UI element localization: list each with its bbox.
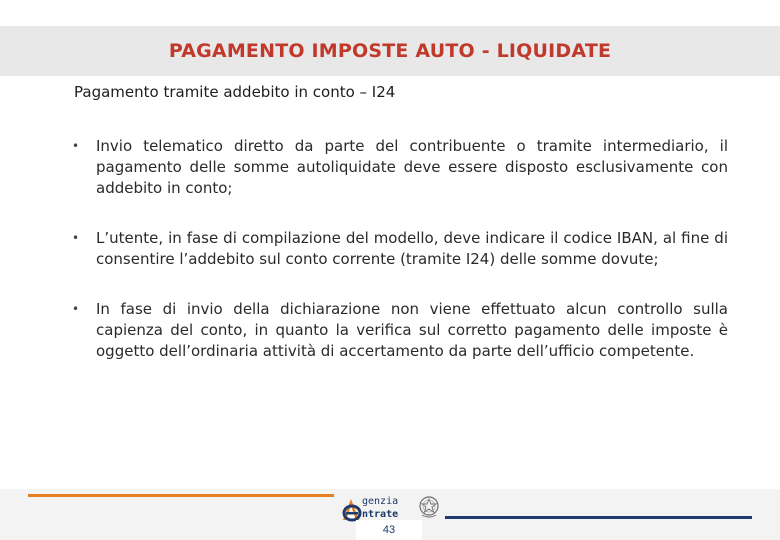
bullet-icon: • [72, 139, 80, 153]
footer-orange-rule [28, 494, 334, 497]
bullet-icon: • [72, 231, 80, 245]
title-band [0, 26, 780, 76]
bullet-item [70, 228, 728, 270]
page-number-box [356, 520, 422, 540]
republic-emblem-icon [418, 495, 440, 519]
logo-text-top: genzia [362, 496, 399, 507]
section-subtitle: Pagamento tramite addebito in conto – I24 [74, 83, 396, 101]
bullet-item [70, 299, 728, 362]
logo-text-bottom: ntrate [362, 509, 399, 520]
bullet-icon: • [72, 302, 80, 316]
footer-navy-rule [445, 516, 752, 519]
bullet-text: L’utente, in fase di compilazione del modello, deve indicare il codice IBAN, al fine di consentire l’addebito sul conto corrente (tramite I24) delle somme dovute; [96, 229, 728, 268]
page-number: 43 [382, 524, 396, 536]
bullet-text: Invio telematico diretto da parte del contribuente o tramite intermediario, il pagamento delle somme autoliquidate deve essere disposto esclusivamente con addebito in conto; [96, 137, 728, 197]
bullet-item [70, 136, 728, 199]
agenzia-entrate-logo-icon [340, 496, 362, 522]
page-title: PAGAMENTO IMPOSTE AUTO - LIQUIDATE [168, 40, 612, 62]
bullet-list [70, 136, 728, 362]
bullet-text: In fase di invio della dichiarazione non viene effettuato alcun controllo sulla capienza del conto, in quanto la verifica sul corretto pagamento delle imposte è oggetto dell’ordinaria attività di accertamento da parte dell’ufficio competente. [96, 300, 728, 360]
